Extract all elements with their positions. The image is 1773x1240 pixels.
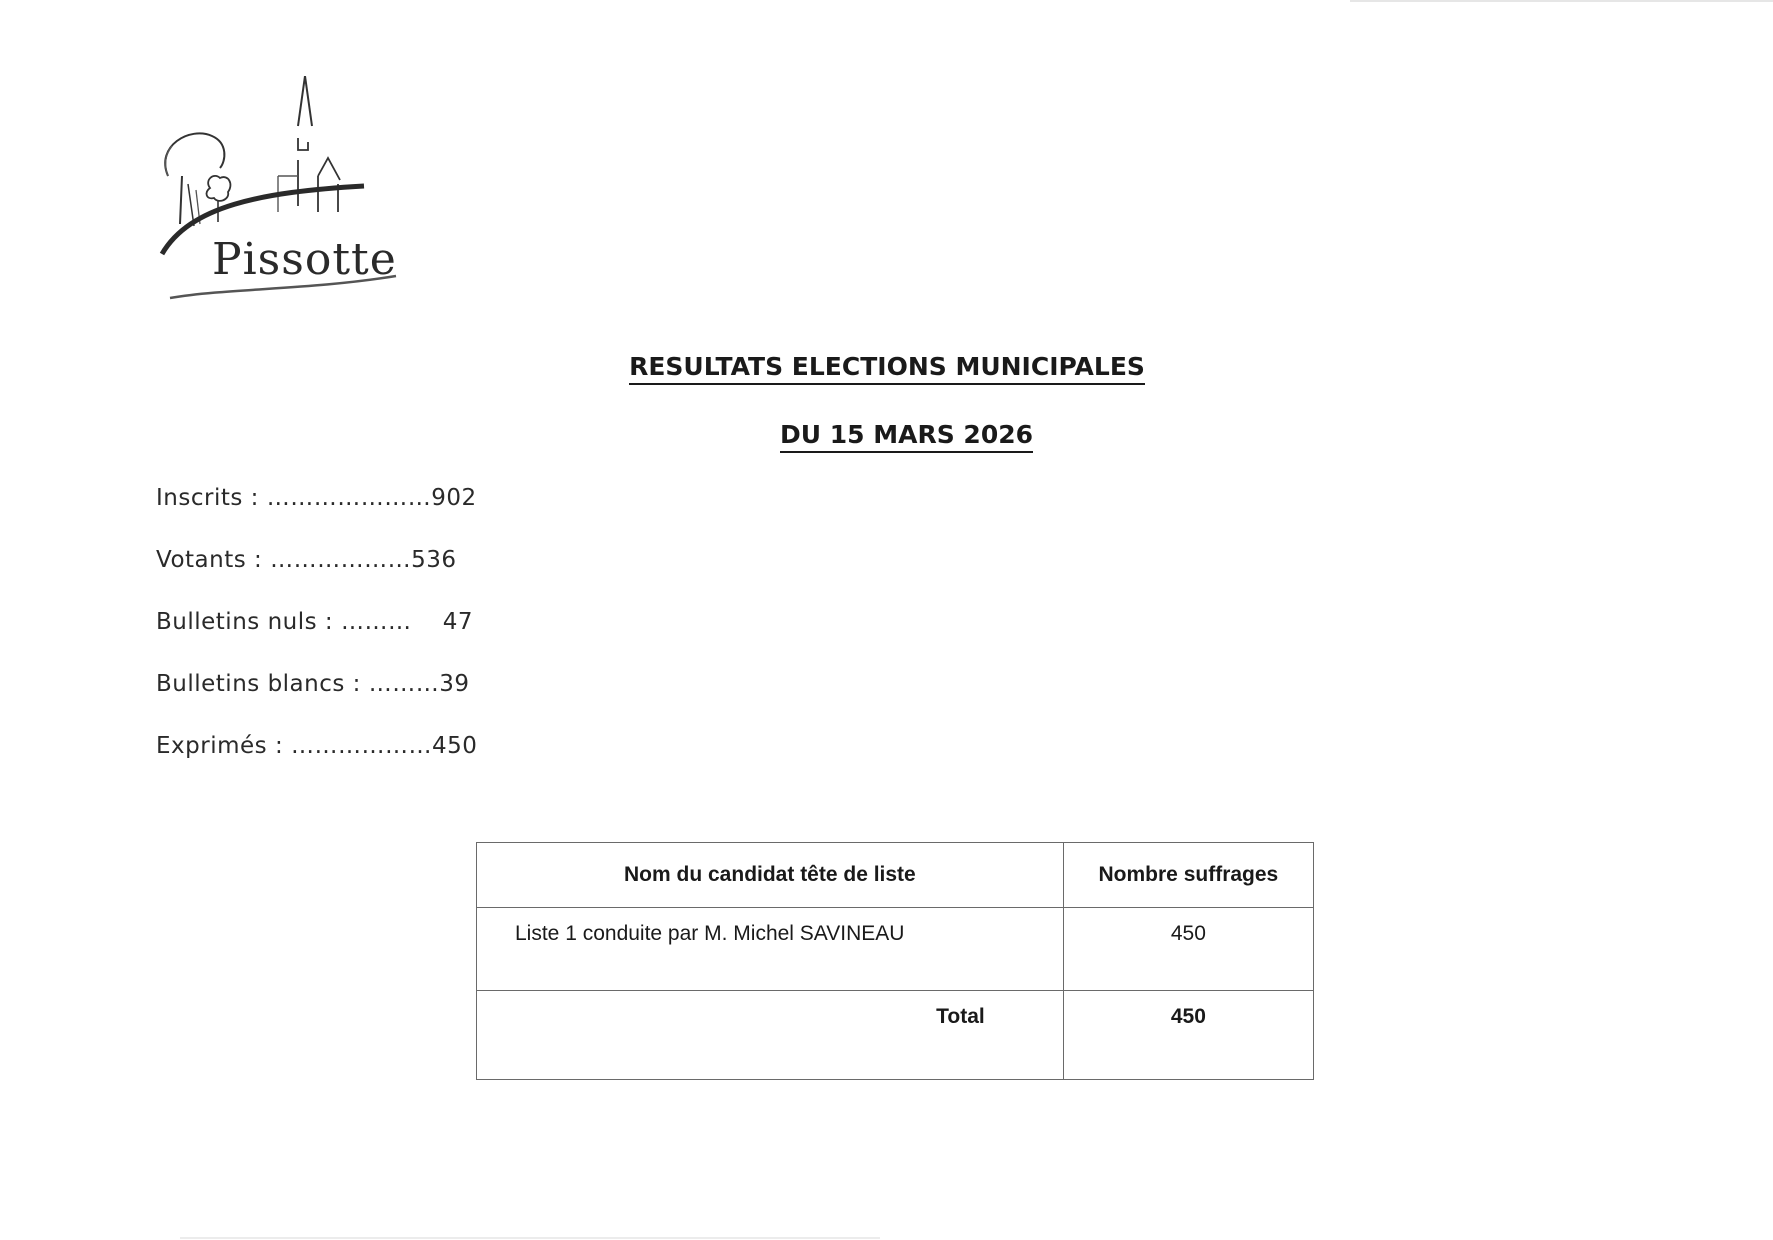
stat-value: 39 (439, 671, 470, 697)
stat-value: 47 (442, 609, 473, 635)
table-row (477, 908, 1314, 991)
cell-votes: 450 (1063, 908, 1313, 991)
stat-dots: ……………… (291, 733, 432, 759)
stats-list (156, 485, 477, 795)
stat-label: Inscrits : (156, 485, 267, 511)
stat-bulletins-blancs (156, 671, 477, 733)
stat-label: Bulletins nuls : (156, 609, 341, 635)
stat-label: Votants : (156, 547, 271, 573)
stat-label: Exprimés : (156, 733, 291, 759)
stat-value: 450 (432, 733, 478, 759)
stat-votants (156, 547, 477, 609)
stat-value: 536 (411, 547, 457, 573)
results-table (476, 842, 1314, 1080)
stat-bulletins-nuls (156, 609, 477, 671)
stat-dots: ……… (340, 609, 412, 635)
table-total-row (477, 991, 1314, 1080)
stat-label: Bulletins blancs : (156, 671, 369, 697)
stat-dots: ……… (368, 671, 440, 697)
stat-exprimes (156, 733, 477, 795)
table-header-row (477, 843, 1314, 908)
page-subtitle (0, 420, 1773, 449)
title-line-2: DU 15 MARS 2026 (780, 420, 1033, 453)
stat-inscrits (156, 485, 477, 547)
header-candidate: Nom du candidat tête de liste (477, 843, 1064, 908)
total-votes: 450 (1063, 991, 1313, 1080)
village-logo (150, 76, 400, 306)
cell-candidate: Liste 1 conduite par M. Michel SAVINEAU (477, 908, 1064, 991)
stat-dots: ……………… (270, 547, 412, 573)
total-label: Total (477, 991, 1064, 1080)
logo-town-name: Pissotte (212, 234, 397, 285)
scan-edge-bottom (180, 1237, 880, 1239)
scan-edge-top (1350, 0, 1773, 2)
page-title (0, 352, 1773, 381)
header-votes: Nombre suffrages (1063, 843, 1313, 908)
stat-value: 902 (431, 485, 477, 511)
title-line-1: RESULTATS ELECTIONS MUNICIPALES (629, 352, 1145, 385)
stat-dots: ………………… (266, 485, 432, 511)
